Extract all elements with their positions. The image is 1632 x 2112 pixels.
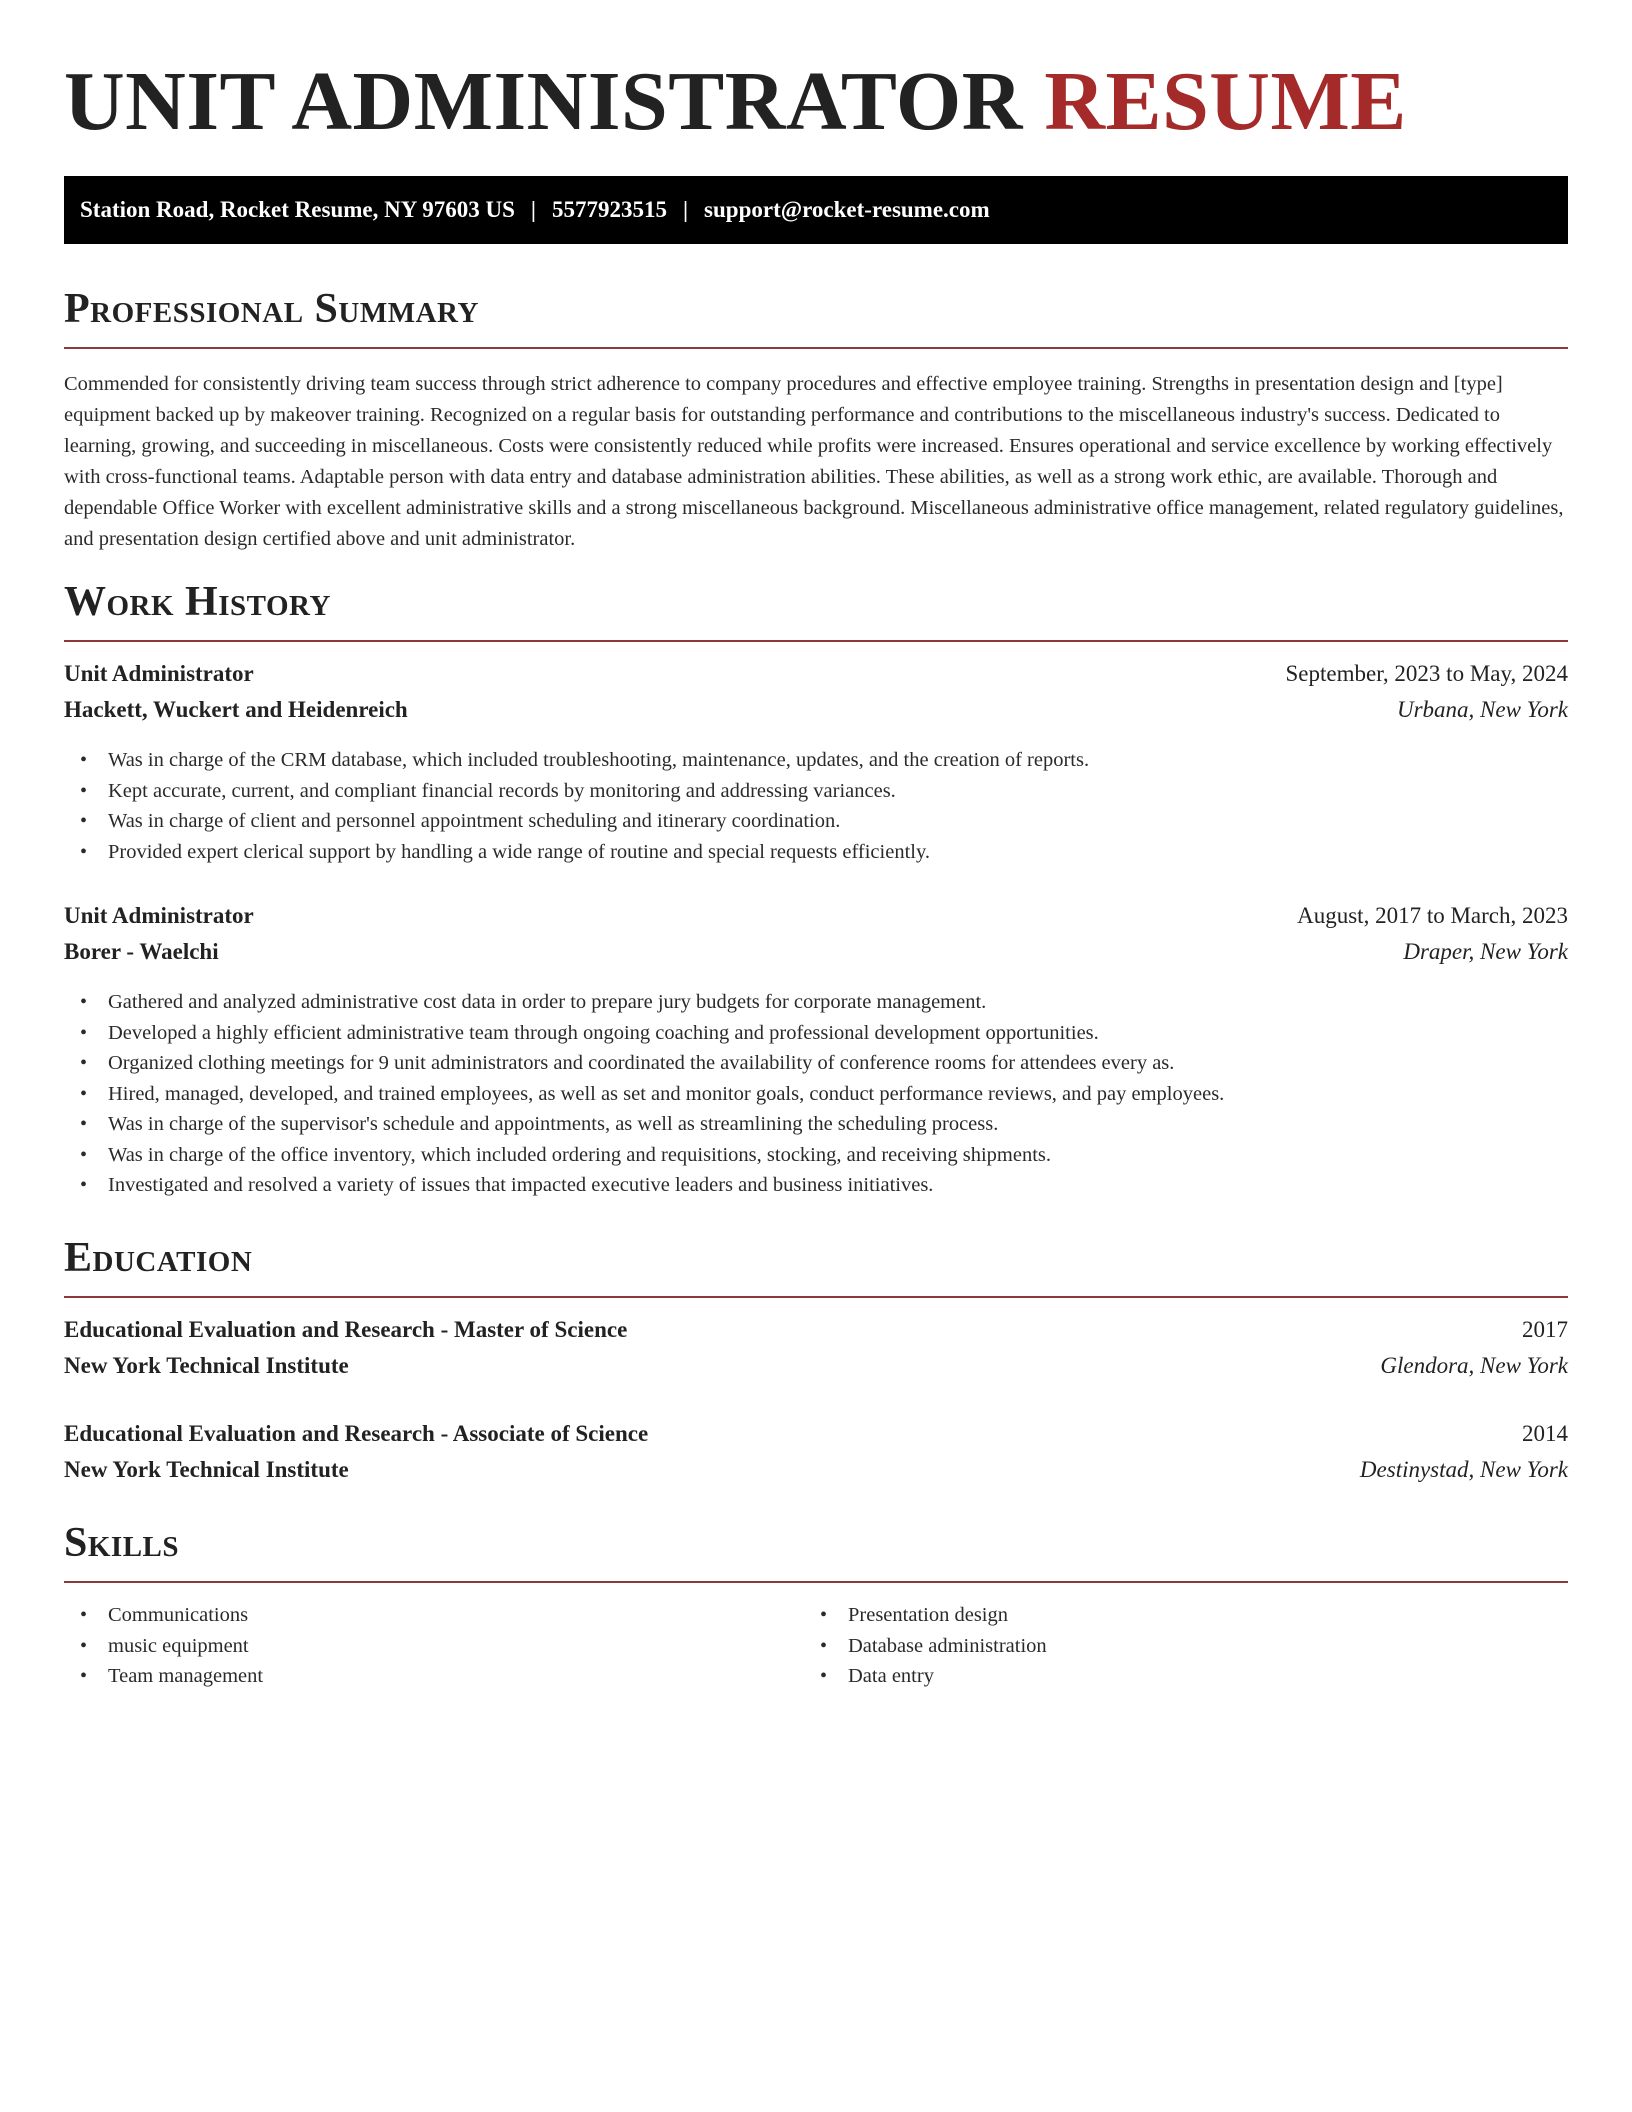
education-subheader bbox=[64, 1349, 1568, 1383]
job-bullet: • Was in charge of the CRM database, which included troubleshooting, maintenance, updates, and the creation of reports. bbox=[64, 745, 1089, 776]
job-subheader bbox=[64, 693, 1568, 727]
contact-separator: | bbox=[530, 197, 536, 222]
skill-item: • music equipment bbox=[64, 1631, 263, 1662]
contact-bar bbox=[64, 176, 1568, 244]
job-location: Draper, New York bbox=[1403, 939, 1568, 964]
section-title-skills: Skills bbox=[64, 1520, 180, 1566]
education-degree: Educational Evaluation and Research - Master of Science bbox=[64, 1317, 628, 1342]
skill-item: • Data entry bbox=[804, 1661, 1047, 1692]
skill-item: • Presentation design bbox=[804, 1600, 1047, 1631]
job-company: Hackett, Wuckert and Heidenreich bbox=[64, 697, 408, 722]
job-header bbox=[64, 899, 1568, 933]
section-title-work-history: Work History bbox=[64, 579, 331, 625]
education-location: Destinystad, New York bbox=[1359, 1457, 1568, 1482]
job-bullet: • Provided expert clerical support by handling a wide range of routine and special requests efficiently. bbox=[64, 837, 1089, 868]
education-school: New York Technical Institute bbox=[64, 1457, 349, 1482]
job-bullets bbox=[64, 987, 1224, 1201]
education-header bbox=[64, 1417, 1568, 1451]
summary-text: Commended for consistently driving team success through strict adherence to company procedures and effective employee training. Strengths in presentation design and [type] equipment backed up by makeover training. Recognized on a regular basis for outstanding performance and contributions to the miscellaneous industry's success. Dedicated to learning, growing, and succeeding in miscellaneous. Costs were consistently reduced while profits were increased. Ensures operational and service excellence by working effectively with cross-functional teams. Adaptable person with data entry and database administration abilities. These abilities, as well as a strong work ethic, are available. Thorough and dependable Office Worker with excellent administrative skills and a strong miscellaneous background. Miscellaneous administrative office management, related regulatory guidelines, and presentation design certified above and unit administrator. bbox=[64, 373, 1564, 550]
section-divider bbox=[64, 347, 1568, 349]
education-year: 2014 bbox=[1522, 1421, 1568, 1446]
job-subheader bbox=[64, 935, 1568, 969]
title-accent: RESUME bbox=[1044, 55, 1407, 148]
contact-address: Station Road, Rocket Resume, NY 97603 US bbox=[80, 197, 515, 222]
job-bullet: • Hired, managed, developed, and trained employees, as well as set and monitor goals, conduct performance reviews, and pay employees. bbox=[64, 1079, 1224, 1110]
contact-phone: 5577923515 bbox=[551, 197, 667, 222]
job-title: Unit Administrator bbox=[64, 903, 254, 928]
job-bullet: • Organized clothing meetings for 9 unit administrators and coordinated the availability of conference rooms for attendees every as. bbox=[64, 1048, 1224, 1079]
contact-email: support@rocket-resume.com bbox=[704, 197, 990, 222]
education-year: 2017 bbox=[1522, 1317, 1568, 1342]
skill-item: • Communications bbox=[64, 1600, 263, 1631]
education-degree: Educational Evaluation and Research - Associate of Science bbox=[64, 1421, 649, 1446]
job-location: Urbana, New York bbox=[1396, 697, 1568, 722]
education-subheader bbox=[64, 1453, 1568, 1487]
job-company: Borer - Waelchi bbox=[64, 939, 219, 964]
section-divider bbox=[64, 640, 1568, 642]
education-school: New York Technical Institute bbox=[64, 1353, 349, 1378]
skill-item: • Database administration bbox=[804, 1631, 1047, 1662]
skills-list-left bbox=[64, 1600, 263, 1692]
title-main: UNIT ADMINISTRATOR bbox=[64, 55, 1023, 148]
job-bullet: • Was in charge of the supervisor's schedule and appointments, as well as streamlining the scheduling process. bbox=[64, 1109, 1224, 1140]
section-divider bbox=[64, 1296, 1568, 1298]
section-title-summary: Professional Summary bbox=[64, 286, 479, 332]
job-header bbox=[64, 657, 1568, 691]
contact-separator: | bbox=[682, 197, 689, 222]
job-dates: August, 2017 to March, 2023 bbox=[1297, 903, 1568, 928]
job-bullets bbox=[64, 745, 1089, 867]
education-location: Glendora, New York bbox=[1380, 1353, 1568, 1378]
job-bullet: • Gathered and analyzed administrative cost data in order to prepare jury budgets for corporate management. bbox=[64, 987, 1224, 1018]
job-title: Unit Administrator bbox=[64, 661, 254, 686]
job-dates: September, 2023 to May, 2024 bbox=[1285, 661, 1568, 686]
job-bullet: • Kept accurate, current, and compliant financial records by monitoring and addressing variances. bbox=[64, 776, 1089, 807]
job-bullet: • Developed a highly efficient administrative team through ongoing coaching and professional development opportunities. bbox=[64, 1018, 1224, 1049]
skills-list-right bbox=[804, 1600, 1047, 1692]
section-title-education: Education bbox=[64, 1235, 253, 1281]
skill-item: • Team management bbox=[64, 1661, 263, 1692]
job-bullet: • Was in charge of client and personnel appointment scheduling and itinerary coordination. bbox=[64, 806, 1089, 837]
section-divider bbox=[64, 1581, 1568, 1583]
job-bullet: • Investigated and resolved a variety of issues that impacted executive leaders and business initiatives. bbox=[64, 1170, 1224, 1201]
resume-title bbox=[64, 52, 1407, 152]
job-bullet: • Was in charge of the office inventory, which included ordering and requisitions, stocking, and receiving shipments. bbox=[64, 1140, 1224, 1171]
education-header bbox=[64, 1313, 1568, 1347]
